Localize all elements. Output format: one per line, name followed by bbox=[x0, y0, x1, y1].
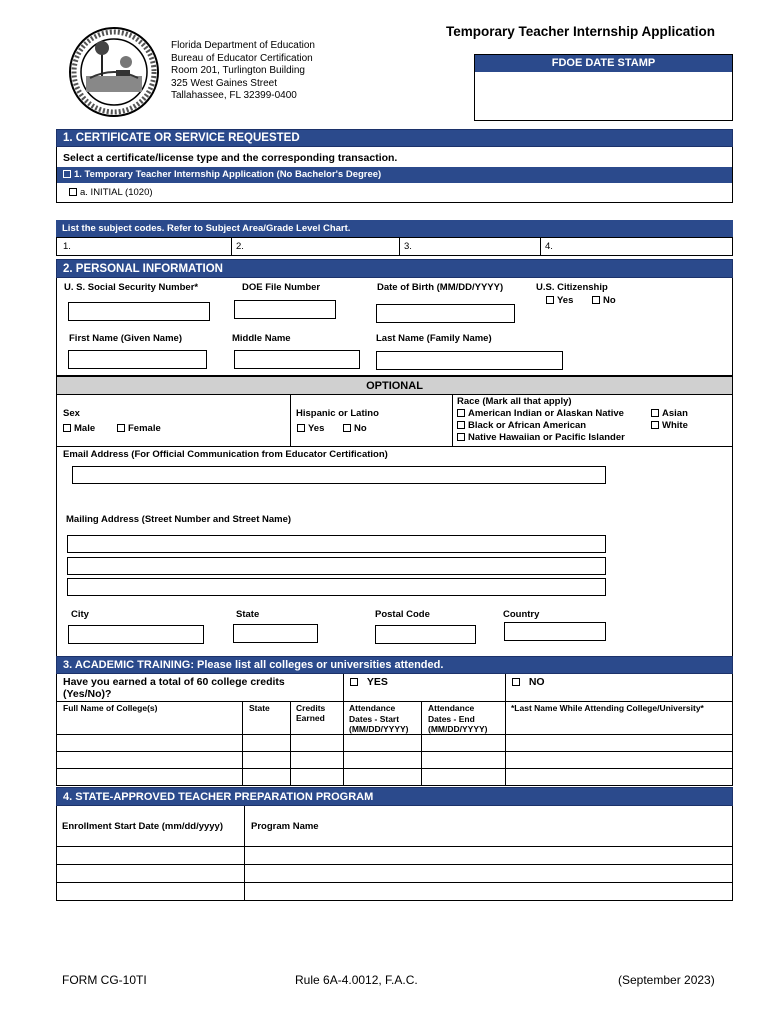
section-1-instruction: Select a certificate/license type and the corresponding transaction. bbox=[63, 152, 398, 164]
credits-question: Have you earned a total of 60 college credits (Yes/No)? bbox=[63, 676, 285, 700]
middle-name-label: Middle Name bbox=[232, 333, 291, 344]
credits-yes: YES bbox=[350, 676, 388, 688]
subject-slot-2[interactable]: 2. bbox=[236, 241, 244, 252]
mailing-address-line-2[interactable] bbox=[67, 557, 606, 575]
citizenship-no: No bbox=[592, 295, 616, 306]
col-start-date: Attendance Dates - Start (MM/DD/YYYY) bbox=[349, 703, 409, 734]
ssn-label: U. S. Social Security Number* bbox=[64, 282, 199, 293]
initial-option: a. INITIAL (1020) bbox=[69, 187, 153, 198]
first-name-field[interactable] bbox=[68, 350, 207, 369]
checkbox-icon[interactable] bbox=[592, 296, 600, 304]
revision-date: (September 2023) bbox=[618, 973, 715, 987]
enrollment-date-label: Enrollment Start Date (mm/dd/yyyy) bbox=[62, 821, 224, 832]
mailing-address-label: Mailing Address (Street Number and Street Name) bbox=[66, 514, 292, 525]
section-3-header: 3. ACADEMIC TRAINING: Please list all colleges or universities attended. bbox=[56, 656, 733, 674]
first-name-label: First Name (Given Name) bbox=[69, 333, 182, 344]
section-4-header: 4. STATE-APPROVED TEACHER PREPARATION PROGRAM bbox=[56, 787, 733, 806]
citizenship-label: U.S. Citizenship bbox=[536, 282, 608, 293]
sex-label: Sex bbox=[63, 408, 80, 419]
col-last-name: *Last Name While Attending College/University* bbox=[511, 703, 704, 713]
mailing-address-line-3[interactable] bbox=[67, 578, 606, 596]
last-name-field[interactable] bbox=[376, 351, 563, 370]
email-field[interactable] bbox=[72, 466, 606, 484]
col-college-name: Full Name of College(s) bbox=[63, 703, 158, 713]
subject-codes-bar: List the subject codes. Refer to Subject Area/Grade Level Chart. bbox=[56, 220, 733, 237]
citizenship-yes: Yes bbox=[546, 295, 573, 306]
rule-reference: Rule 6A-4.0012, F.A.C. bbox=[295, 973, 418, 987]
postal-code-label: Postal Code bbox=[375, 609, 430, 620]
page-title: Temporary Teacher Internship Application bbox=[446, 24, 716, 39]
col-credits: Credits Earned bbox=[296, 703, 326, 723]
optional-bar: OPTIONAL bbox=[56, 376, 733, 395]
ssn-field[interactable] bbox=[68, 302, 210, 321]
subject-slot-3[interactable]: 3. bbox=[404, 241, 412, 252]
sex-male: Male bbox=[63, 423, 95, 434]
race-option-asian: Asian bbox=[651, 408, 688, 419]
checkbox-icon[interactable] bbox=[651, 421, 659, 429]
form-number: FORM CG-10TI bbox=[62, 973, 147, 987]
checkbox-icon[interactable] bbox=[343, 424, 351, 432]
certificate-option-bar: 1. Temporary Teacher Internship Application (No Bachelor's Degree) bbox=[57, 167, 732, 183]
city-label: City bbox=[71, 609, 89, 620]
checkbox-icon[interactable] bbox=[457, 409, 465, 417]
credits-no: NO bbox=[512, 676, 545, 688]
hispanic-yes: Yes bbox=[297, 423, 324, 434]
checkbox-icon[interactable] bbox=[457, 433, 465, 441]
program-name-label: Program Name bbox=[251, 821, 319, 832]
mailing-address-line-1[interactable] bbox=[67, 535, 606, 553]
postal-code-field[interactable] bbox=[375, 625, 476, 644]
race-label: Race (Mark all that apply) bbox=[457, 396, 572, 407]
dob-label: Date of Birth (MM/DD/YYYY) bbox=[377, 282, 504, 293]
middle-name-field[interactable] bbox=[234, 350, 360, 369]
date-stamp-box bbox=[474, 54, 733, 121]
subject-slot-4[interactable]: 4. bbox=[545, 241, 553, 252]
state-field[interactable] bbox=[233, 624, 318, 643]
agency-address: Florida Department of Education Bureau of Educator Certification Room 201, Turlington Building 325 West Gaines Street Tallahassee, FL 32399-0400 bbox=[171, 40, 315, 101]
checkbox-icon[interactable] bbox=[69, 188, 77, 196]
country-label: Country bbox=[503, 609, 540, 620]
col-end-date: Attendance Dates - End (MM/DD/YYYY) bbox=[428, 703, 488, 734]
state-label: State bbox=[236, 609, 260, 620]
checkbox-icon[interactable] bbox=[63, 424, 71, 432]
doe-file-label: DOE File Number bbox=[242, 282, 321, 293]
dob-field[interactable] bbox=[376, 304, 515, 323]
col-state: State bbox=[249, 703, 270, 713]
checkbox-icon[interactable] bbox=[546, 296, 554, 304]
checkbox-icon[interactable] bbox=[651, 409, 659, 417]
race-option-2: Black or African American bbox=[457, 420, 586, 431]
checkbox-icon[interactable] bbox=[63, 170, 71, 178]
subject-codes-row bbox=[56, 237, 733, 256]
hispanic-label: Hispanic or Latino bbox=[296, 408, 379, 419]
country-field[interactable] bbox=[504, 622, 606, 641]
race-option-white: White bbox=[651, 420, 688, 431]
subject-slot-1[interactable]: 1. bbox=[63, 241, 71, 252]
email-label: Email Address (For Official Communication from Educator Certification) bbox=[63, 449, 388, 460]
city-field[interactable] bbox=[68, 625, 204, 644]
doe-file-field[interactable] bbox=[234, 300, 336, 319]
hispanic-no: No bbox=[343, 423, 367, 434]
checkbox-icon[interactable] bbox=[512, 678, 520, 686]
state-seal-icon bbox=[68, 26, 160, 118]
date-stamp-label: FDOE DATE STAMP bbox=[475, 55, 732, 72]
checkbox-icon[interactable] bbox=[117, 424, 125, 432]
race-option-3: Native Hawaiian or Pacific Islander bbox=[457, 432, 625, 443]
checkbox-icon[interactable] bbox=[297, 424, 305, 432]
section-2-header: 2. PERSONAL INFORMATION bbox=[56, 259, 733, 278]
last-name-label: Last Name (Family Name) bbox=[376, 333, 492, 344]
race-option-1: American Indian or Alaskan Native bbox=[457, 408, 624, 419]
section-1-header: 1. CERTIFICATE OR SERVICE REQUESTED bbox=[56, 129, 733, 147]
checkbox-icon[interactable] bbox=[350, 678, 358, 686]
checkbox-icon[interactable] bbox=[457, 421, 465, 429]
sex-female: Female bbox=[117, 423, 161, 434]
